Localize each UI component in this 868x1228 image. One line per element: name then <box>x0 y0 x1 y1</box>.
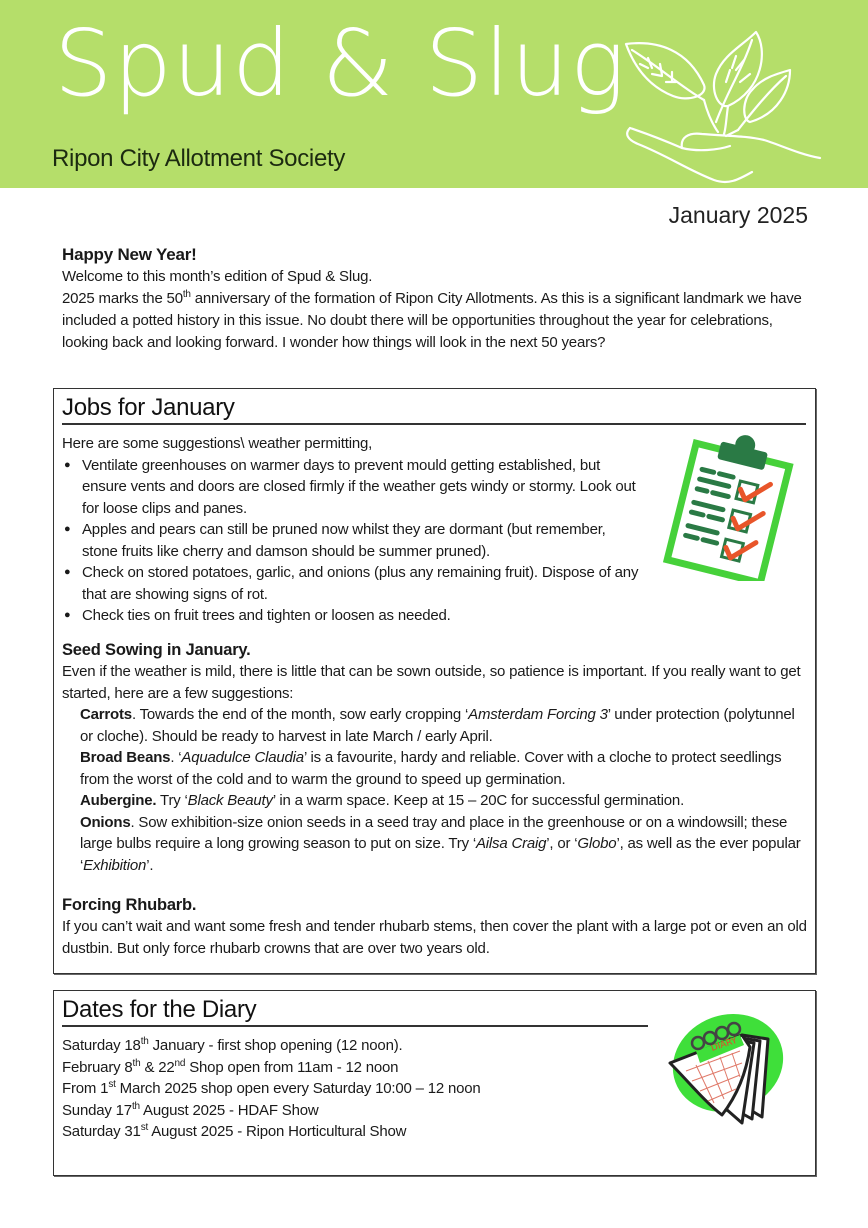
intro-welcome: Welcome to this month’s edition of Spud & Slug. <box>62 268 373 285</box>
intro-paragraph: 2025 marks the 50th anniversary of the formation of Ripon City Allotments. As this is a significant landmark we have included a potted history in this issue. No doubt there will be opportunities throughout the year for celebrations, looking back and looking forward. I wonder how things will look in the next 50 years? <box>62 289 802 351</box>
list-item: Saturday 31st August 2025 - Ripon Horticultural Show <box>62 1122 407 1140</box>
jobs-content <box>62 433 642 627</box>
masthead <box>0 0 868 188</box>
newsletter-title: Spud & Slug <box>54 10 627 117</box>
list-item: Sunday 17th August 2025 - HDAF Show <box>62 1100 319 1119</box>
svg-text:DIARY: DIARY <box>709 1036 739 1054</box>
seed-item-carrots: Carrots. Towards the end of the month, sow early cropping ‘Amsterdam Forcing 3’ under protection (polytunnel or cloche). Should be ready to harvest in late March / early April. <box>80 706 795 745</box>
diary-calendar-icon <box>656 1005 786 1133</box>
jobs-heading: Jobs for January <box>62 394 235 421</box>
issue-date: January 2025 <box>668 202 808 228</box>
list-item: ● Check ties on fruit trees and tighten or loosen as needed. <box>62 605 642 627</box>
seed-item-aubergine: Aubergine. Try ‘Black Beauty’ in a warm space. Keep at 15 – 20C for successful germination. <box>80 792 685 809</box>
diary-entries <box>62 1035 481 1143</box>
dates-for-the-diary-box <box>53 990 816 1176</box>
seed-sowing-intro: Even if the weather is mild, there is little that can be sown outside, so patience is important. If you really want to get started, here are a few suggestions: <box>62 663 801 702</box>
list-item: ● Ventilate greenhouses on warmer days to prevent mould getting established, but ensure vents and doors are closed firmly if the weather gets windy or stormy. Look out for loose clips and panes. <box>62 455 642 520</box>
list-item: ● Check on stored potatoes, garlic, and onions (plus any remaining fruit). Dispose of any that are showing signs of rot. <box>62 562 642 605</box>
seed-item-broad-beans: Broad Beans. ‘Aquadulce Claudia’ is a favourite, hardy and reliable. Cover with a cloche to protect seedlings from the worst of the cold and to warm the ground to speed up germination. <box>80 749 782 788</box>
heading-divider <box>62 423 806 425</box>
list-item: ● Apples and pears can still be pruned now whilst they are dormant (but remember, stone fruits like cherry and damson should be summer pruned). <box>62 519 642 562</box>
jobs-bullet-list <box>62 455 642 627</box>
heading-divider <box>62 1025 648 1027</box>
intro-section <box>62 244 812 354</box>
list-item: Saturday 18th January - first shop opening (12 noon). <box>62 1036 403 1054</box>
jobs-intro-text: Here are some suggestions\ weather permitting, <box>62 435 373 452</box>
rhubarb-heading: Forcing Rhubarb. <box>62 896 197 914</box>
diary-heading: Dates for the Diary <box>62 996 257 1023</box>
jobs-for-january-box <box>53 388 816 974</box>
intro-heading: Happy New Year! <box>62 245 197 264</box>
society-name: Ripon City Allotment Society <box>52 145 346 172</box>
seed-item-onions: Onions. Sow exhibition-size onion seeds in a seed tray and place in the greenhouse or on a windowsill; these large bulbs require a long growing season to put on size. Try ‘Ailsa Craig’, or ‘Globo’, as well as the ever popular ‘Exhibition’. <box>80 813 801 874</box>
seed-sowing-section <box>62 639 810 876</box>
list-item: From 1st March 2025 shop open every Saturday 10:00 – 12 noon <box>62 1079 481 1097</box>
seed-sowing-heading: Seed Sowing in January. <box>62 641 251 659</box>
list-item: February 8th & 22nd Shop open from 11am - 12 noon <box>62 1057 399 1076</box>
hand-holding-plant-icon <box>618 30 828 186</box>
clipboard-checklist-icon <box>654 431 804 581</box>
rhubarb-text: If you can’t wait and want some fresh and tender rhubarb stems, then cover the plant with a large pot or even an old dustbin. But only force rhubarb crowns that are over two years old. <box>62 918 807 957</box>
forcing-rhubarb-section <box>62 894 810 959</box>
